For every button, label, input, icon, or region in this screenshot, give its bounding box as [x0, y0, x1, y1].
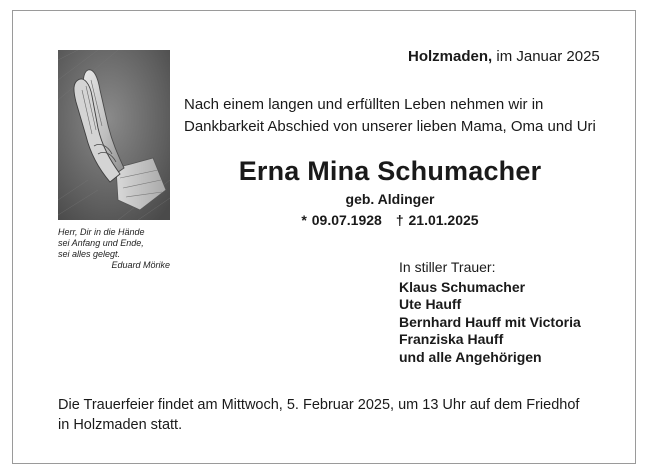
quote-line: sei alles gelegt. — [58, 249, 121, 259]
mourners-list — [399, 259, 581, 366]
death-date: † 21.01.2025 — [395, 212, 479, 228]
funeral-line: in Holzmaden statt. — [58, 417, 183, 433]
mourner-name: Franziska Hauff — [399, 331, 504, 347]
notice-date: im Januar 2025 — [496, 48, 600, 65]
mourner-name: Bernhard Hauff mit Victoria — [399, 313, 581, 330]
bible-quote — [58, 227, 170, 271]
quote-line: sei Anfang und Ende, — [58, 238, 144, 248]
quote-line: Herr, Dir in die Hände — [58, 227, 145, 237]
birth-date: * 09.07.1928 — [301, 212, 382, 228]
praying-hands-image — [58, 50, 170, 220]
place-name: Holzmaden, — [408, 48, 493, 65]
place-date — [408, 48, 600, 65]
funeral-info — [58, 395, 618, 435]
deceased-name: Erna Mina Schumacher — [238, 156, 542, 186]
praying-hands-icon — [58, 50, 170, 220]
mourner-name: Ute Hauff — [399, 296, 462, 312]
mourner-name: Klaus Schumacher — [399, 278, 526, 295]
intro-text — [184, 94, 604, 138]
mourner-name: und alle Angehörigen — [399, 348, 542, 365]
intro-line: Dankbarkeit Abschied von unserer lieben Mama, Oma und Uri — [184, 118, 596, 135]
quote-author: Eduard Mörike — [111, 260, 170, 270]
maiden-name: geb. Aldinger — [345, 191, 435, 207]
life-dates — [200, 212, 580, 228]
funeral-line: Die Trauerfeier findet am Mittwoch, 5. Februar 2025, um 13 Uhr auf dem Friedhof — [58, 397, 580, 413]
mourners-heading: In stiller Trauer: — [399, 259, 496, 275]
intro-line: Nach einem langen und erfüllten Leben nehmen wir in — [184, 96, 544, 113]
